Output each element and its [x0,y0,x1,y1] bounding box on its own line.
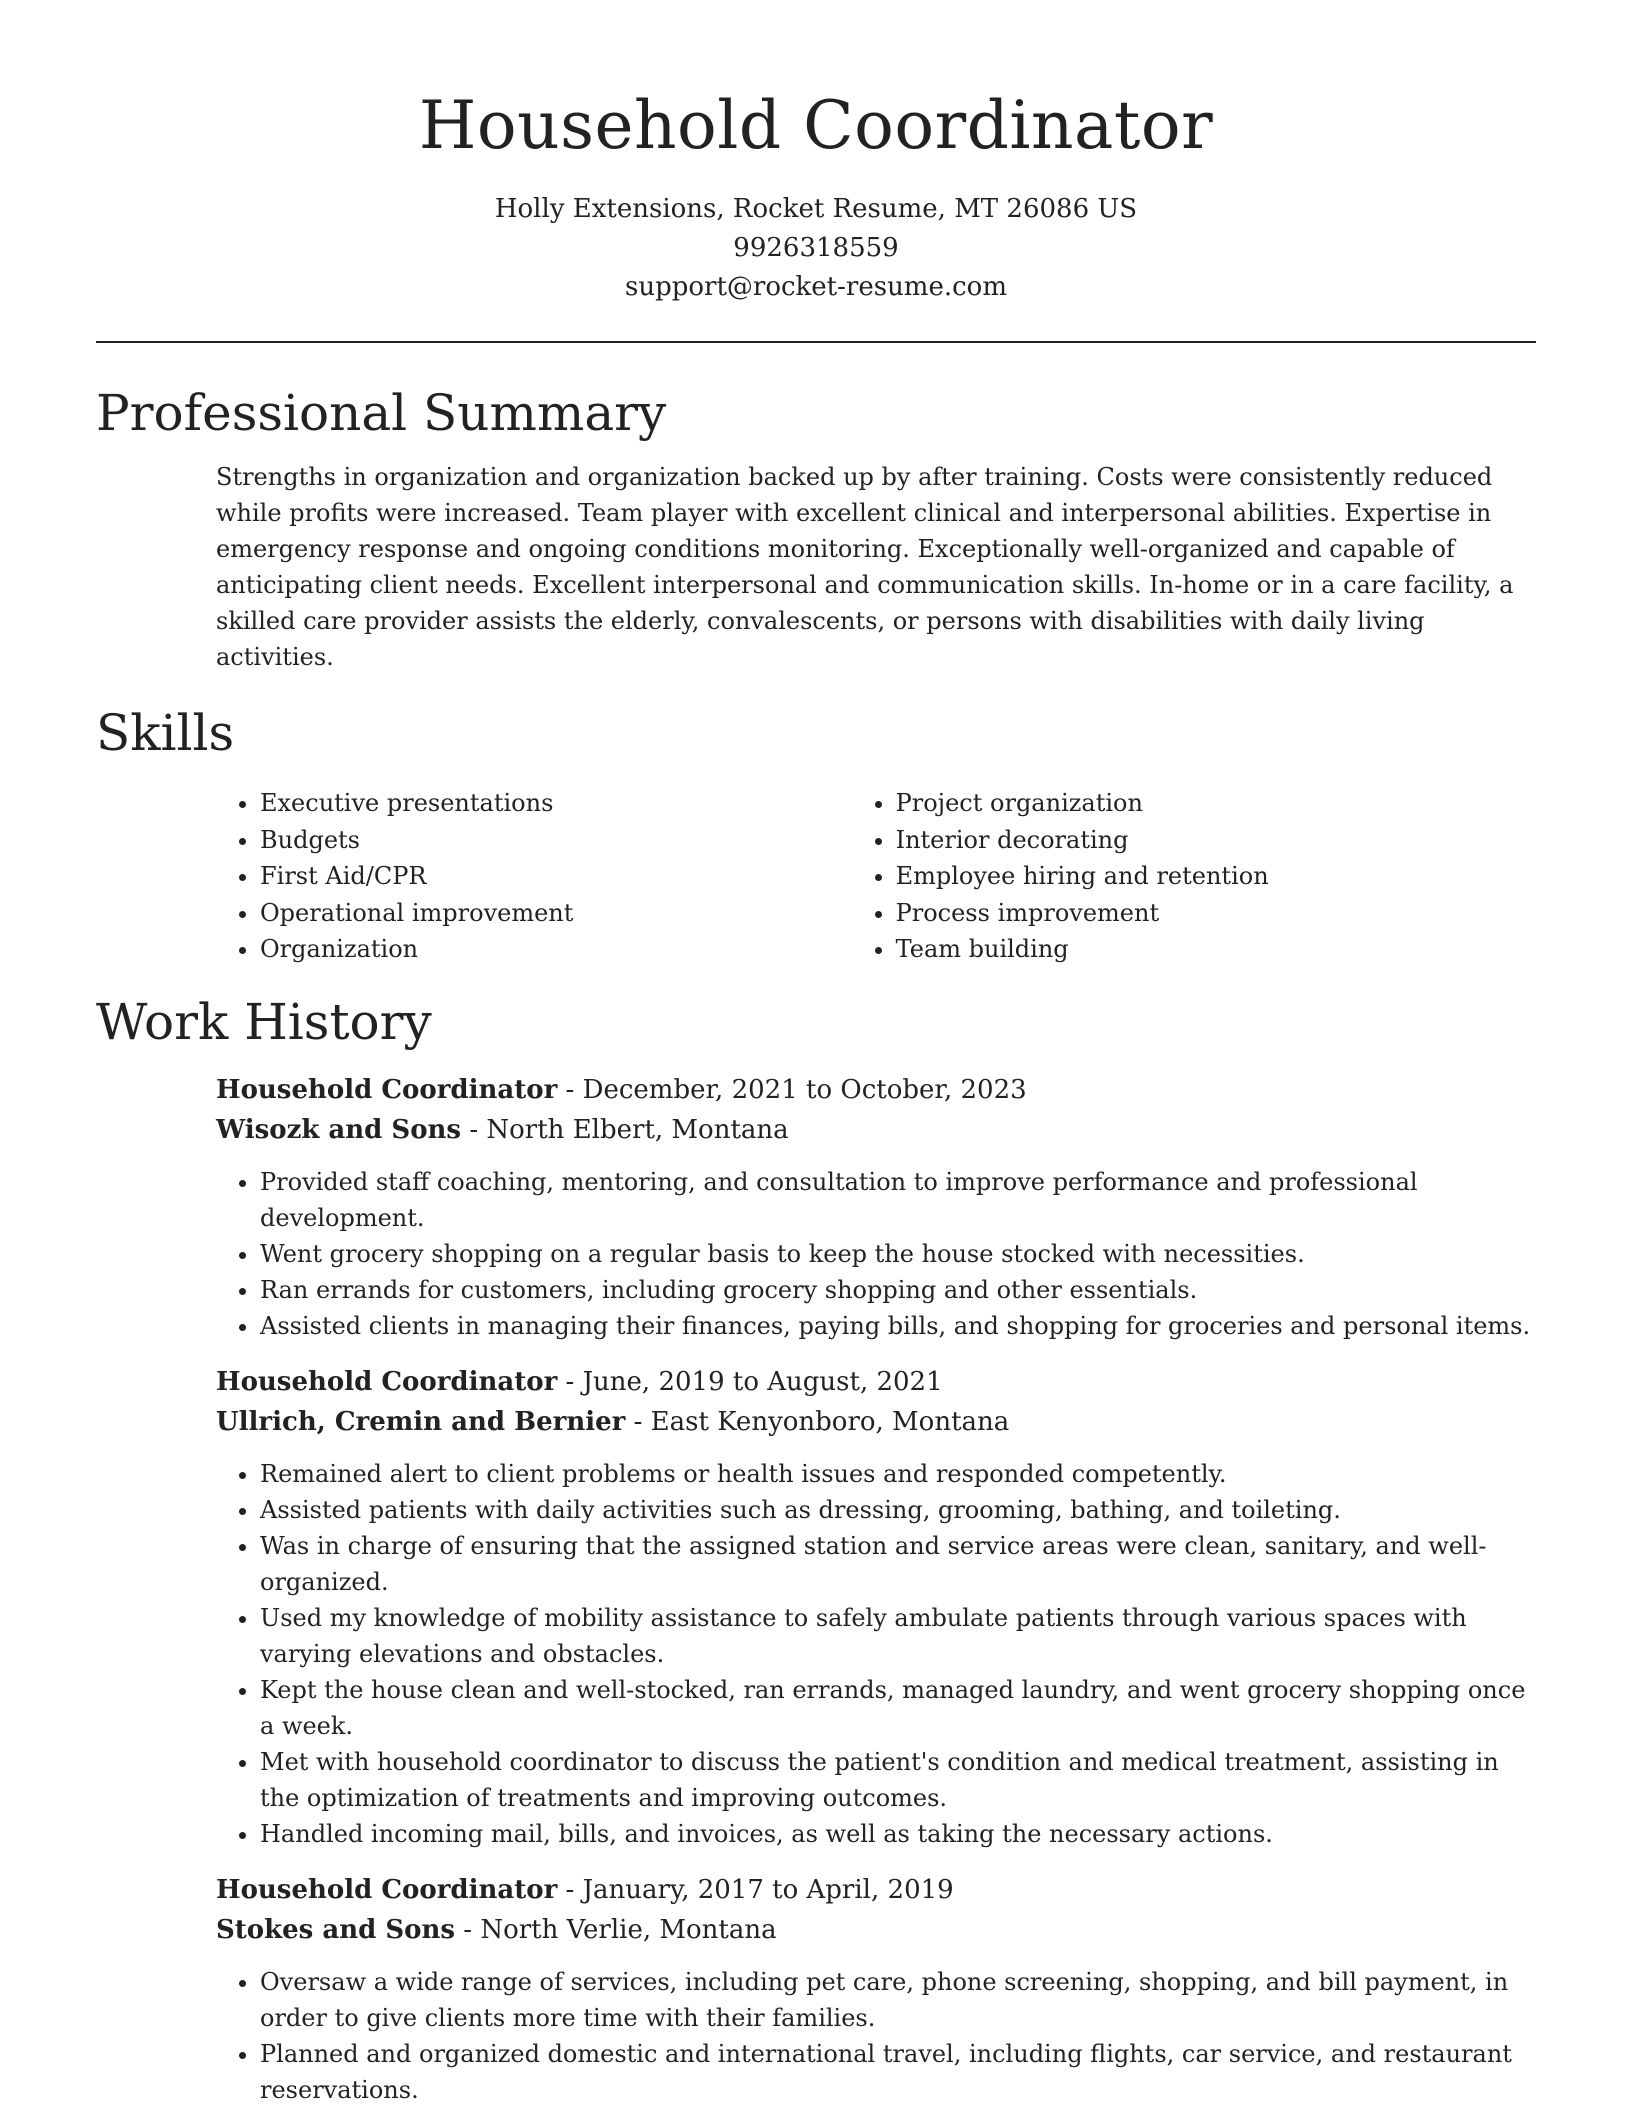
job-title: Household Coordinator [216,1874,558,1905]
job-bullet: • Assisted patients with daily activities such as dressing, grooming, bathing, and toileting. [260,1492,1536,1528]
job-bullet: • Oversaw a wide range of services, including pet care, phone screening, shopping, and bill payment, in order to give clients more time with their families. [260,1964,1536,2036]
phone: 9926318559 [733,233,899,263]
company-name: Wisozk and Sons [216,1114,462,1145]
skill-item: • Team building [896,931,1536,968]
job-location: North Elbert, Montana [486,1114,789,1145]
job-bullet: • Assisted clients in managing their finances, paying bills, and shopping for groceries and personal items. [260,1308,1536,1344]
separator: - [461,1114,487,1145]
job-dates: January, 2017 to April, 2019 [582,1874,954,1905]
skills-column-right [852,785,1536,968]
job-bullet: • Was in charge of ensuring that the assigned station and service areas were clean, sanitary, and well-organized. [260,1528,1536,1600]
job-bullet: • Ran errands for customers, including grocery shopping and other essentials. [260,1272,1536,1308]
job-location: East Kenyonboro, Montana [650,1406,1010,1437]
skills-heading: Skills [96,704,235,762]
job-title: Household Coordinator [216,1366,558,1397]
skill-item: • Operational improvement [260,895,852,932]
job-company-line [216,1402,1536,1442]
job-title-line [216,1870,1536,1910]
skill-item: • Executive presentations [260,785,852,822]
job-title-line [216,1070,1536,1110]
job-company-line [216,1110,1536,1150]
job-bullet: • Kept the house clean and well-stocked, ran errands, managed laundry, and went grocery shopping once a week. [260,1672,1536,1744]
job-bullets [216,1164,1536,1344]
company-name: Ullrich, Cremin and Bernier [216,1406,626,1437]
skill-item: • Process improvement [896,895,1536,932]
separator: - [455,1914,481,1945]
summary-text: Strengths in organization and organization backed up by after training. Costs were consistently reduced while profits were increased. Team player with excellent clinical and interpersonal abilities. Expertise in emergency response and ongoing conditions monitoring. Exceptionally well-organized and capable of anticipating client needs. Excellent interpersonal and communication skills. In-home or in a care facility, a skilled care provider assists the elderly, convalescents, or persons with disabilities with daily living activities. [216,463,1514,671]
job-dates: June, 2019 to August, 2021 [582,1366,943,1397]
job-entry [216,1070,1536,1344]
skill-item: • Interior decorating [896,822,1536,859]
separator: - [557,1074,583,1105]
resume-header [96,0,1536,307]
skill-item: • First Aid/CPR [260,858,852,895]
job-entry [216,1870,1536,2108]
job-company-line [216,1910,1536,1950]
job-bullet: • Provided staff coaching, mentoring, and consultation to improve performance and professional development. [260,1164,1536,1236]
job-entry [216,1362,1536,1852]
job-title-line [216,1362,1536,1402]
job-bullet: • Used my knowledge of mobility assistance to safely ambulate patients through various spaces with varying elevations and obstacles. [260,1600,1536,1672]
summary-heading: Professional Summary [96,384,667,442]
email: support@rocket-resume.com [624,272,1007,302]
job-title: Household Coordinator [216,1074,558,1105]
header-divider [96,341,1536,343]
candidate-title: Household Coordinator [418,87,1214,164]
separator: - [625,1406,651,1437]
job-bullet: • Remained alert to client problems or health issues and responded competently. [260,1456,1536,1492]
skill-item: • Organization [260,931,852,968]
job-dates: December, 2021 to October, 2023 [582,1074,1027,1105]
skills-column-left [216,785,852,968]
skill-item: • Budgets [260,822,852,859]
job-bullets [216,1964,1536,2108]
job-bullet: • Planned and organized domestic and international travel, including flights, car service, and restaurant reservations. [260,2036,1536,2108]
company-name: Stokes and Sons [216,1914,456,1945]
job-bullet: • Handled incoming mail, bills, and invoices, as well as taking the necessary actions. [260,1816,1536,1852]
separator: - [557,1874,583,1905]
contact-info [96,190,1536,307]
job-bullets [216,1456,1536,1852]
address: Holly Extensions, Rocket Resume, MT 26086 US [494,194,1138,224]
job-bullet: • Met with household coordinator to discuss the patient's condition and medical treatment, assisting in the optimization of treatments and improving outcomes. [260,1744,1536,1816]
skill-item: • Project organization [896,785,1536,822]
skill-item: • Employee hiring and retention [896,858,1536,895]
job-bullet: • Went grocery shopping on a regular basis to keep the house stocked with necessities. [260,1236,1536,1272]
job-location: North Verlie, Montana [480,1914,777,1945]
skills-list [216,785,1536,968]
separator: - [557,1366,583,1397]
work-history-heading: Work History [96,992,432,1051]
